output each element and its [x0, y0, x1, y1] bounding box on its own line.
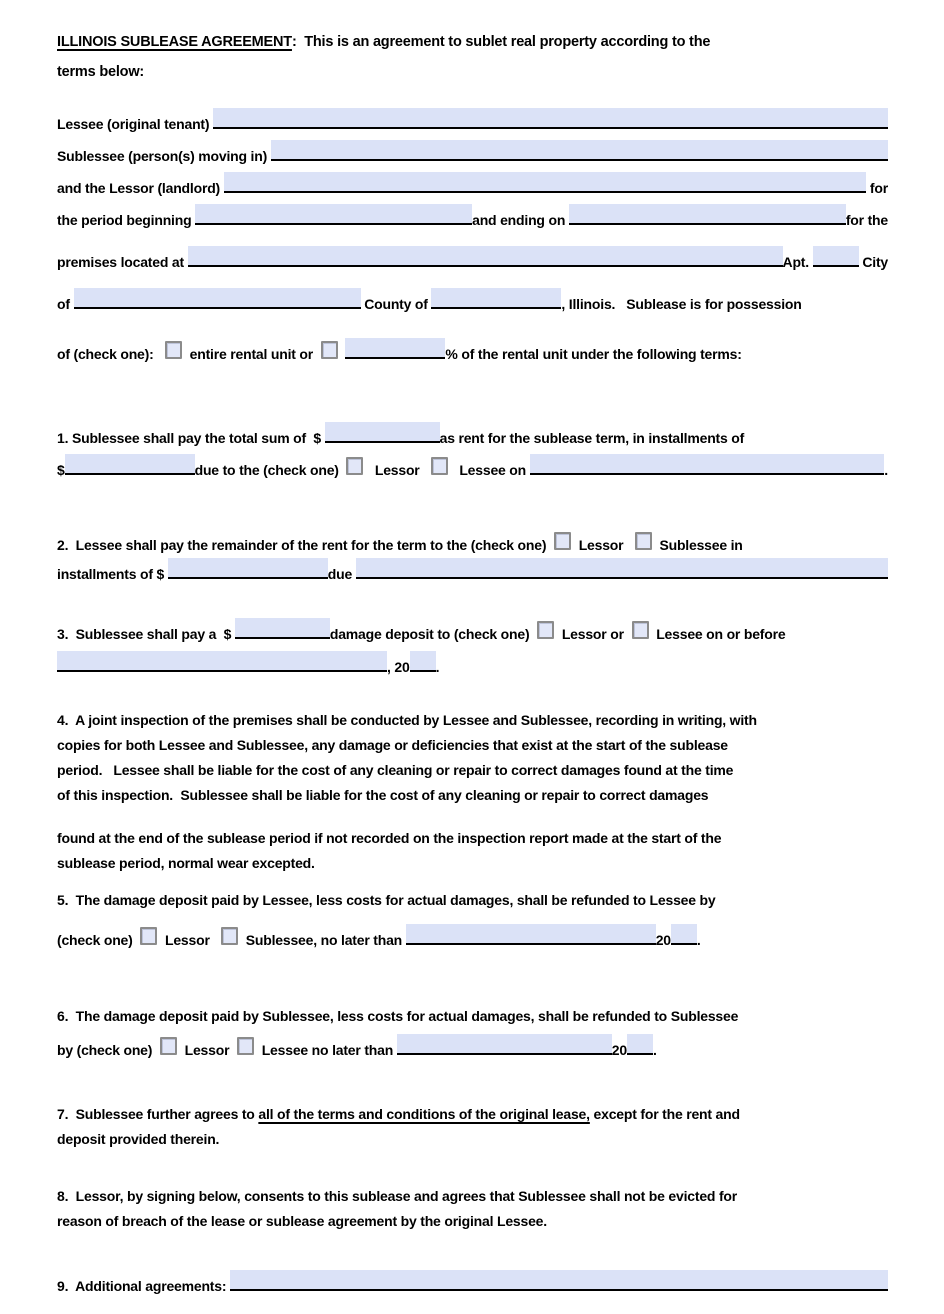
text-run: .: [652, 1042, 657, 1058]
checkbox-deposit-to-lessee[interactable]: [632, 621, 649, 639]
field-sublessee-name[interactable]: [271, 140, 888, 161]
form-line: [57, 558, 888, 590]
checkbox-sublessee-refund-by-lessee[interactable]: [237, 1037, 254, 1055]
form-line: [57, 532, 888, 558]
text-run: 4. A joint inspection of the premises shall be conducted by Lessee and Sublessee, recording in writing, with: [57, 712, 757, 728]
text-run: .: [435, 659, 440, 675]
section-parties: [57, 108, 888, 370]
form-line: [57, 246, 888, 278]
section-item-9: [57, 1270, 888, 1304]
text-run: Lessor: [367, 462, 427, 478]
field-apartment-number[interactable]: [813, 246, 859, 267]
text-run: the period beginning: [57, 212, 196, 228]
sublease-agreement-form: [57, 34, 888, 1304]
text-run: .: [884, 462, 888, 478]
field-additional-agreements[interactable]: [230, 1270, 888, 1291]
section-item-7: [57, 1106, 888, 1156]
text-run: damage deposit to (check one): [329, 626, 534, 642]
checkbox-deposit-to-lessor[interactable]: [537, 621, 554, 639]
underlined-text: ILLINOIS SUBLEASE AGREEMENT: [57, 34, 292, 50]
checkbox-remainder-to-lessor[interactable]: [554, 532, 571, 550]
form-line: [57, 1270, 888, 1304]
form-line: [57, 454, 888, 486]
text-run: .: [696, 932, 701, 948]
form-line: [57, 108, 888, 140]
form-line: [57, 204, 888, 236]
checkbox-remainder-to-sublessee[interactable]: [635, 532, 652, 550]
field-deposit-due-year[interactable]: [410, 651, 436, 672]
field-remainder-due-date[interactable]: [356, 558, 888, 579]
section-item-3: [57, 618, 888, 684]
field-lessee-refund-year[interactable]: [671, 924, 697, 945]
text-run: Sublessee, no later than: [242, 932, 406, 948]
text-run: reason of breach of the lease or sublease agreement by the original Lessee.: [57, 1213, 547, 1229]
checkbox-rent-due-to-lessor[interactable]: [346, 457, 363, 475]
form-line: [57, 288, 888, 320]
section-item-2: [57, 532, 888, 590]
form-line: [57, 422, 888, 454]
field-period-start-date[interactable]: [195, 204, 472, 225]
form-line: [57, 712, 888, 737]
checkbox-partial-rental-unit[interactable]: [321, 341, 338, 359]
text-run: sublease period, normal wear excepted.: [57, 855, 315, 871]
field-lessee-name[interactable]: [213, 108, 888, 129]
text-run: 2. Lessee shall pay the remainder of the rent for the term to the (check one): [57, 537, 550, 553]
text-run: installments of $: [57, 566, 168, 582]
form-line: [57, 651, 888, 684]
form-line: [57, 830, 888, 855]
text-run: Lessee on: [451, 462, 530, 478]
field-lessee-refund-date[interactable]: [406, 924, 656, 945]
field-sublessee-refund-date[interactable]: [397, 1034, 612, 1055]
text-run: premises located at: [57, 254, 188, 270]
text-run: for the: [845, 212, 888, 228]
section-item-8: [57, 1188, 888, 1238]
text-run: due: [327, 566, 356, 582]
checkbox-rent-due-to-lessee[interactable]: [431, 457, 448, 475]
field-premises-address[interactable]: [188, 246, 783, 267]
text-run: deposit provided therein.: [57, 1131, 220, 1147]
text-run: 7. Sublessee further agrees to: [57, 1106, 259, 1122]
form-line: [57, 1213, 888, 1238]
text-run: of: [57, 296, 74, 312]
form-line: [57, 1106, 888, 1131]
underlined-text: all of the terms and conditions of the original lease,: [258, 1106, 590, 1122]
text-run: copies for both Lessee and Sublessee, any damage or deficiencies that exist at the start of the sublease: [57, 737, 728, 753]
text-run: , 20: [387, 659, 410, 675]
text-run: 3. Sublessee shall pay a $: [57, 626, 235, 642]
checkbox-refund-by-sublessee[interactable]: [221, 927, 238, 945]
form-line: [57, 64, 888, 94]
field-installment-due-date[interactable]: [530, 454, 885, 475]
form-line: [57, 1034, 888, 1066]
text-run: County of: [360, 296, 432, 312]
field-remainder-installment-amount[interactable]: [168, 558, 328, 579]
field-county[interactable]: [431, 288, 561, 309]
text-run: Apt.: [782, 254, 813, 270]
text-run: (check one): [57, 932, 137, 948]
section-title: [57, 34, 888, 94]
form-line: [57, 338, 888, 370]
text-run: 1. Sublessee shall pay the total sum of $: [57, 430, 325, 446]
field-installment-amount[interactable]: [65, 454, 195, 475]
text-run: Lessee no later than: [258, 1042, 397, 1058]
text-run: 9. Additional agreements:: [57, 1278, 231, 1294]
form-line: [57, 618, 888, 651]
section-item-5: [57, 892, 888, 962]
text-run: City: [858, 254, 888, 270]
text-run: of (check one):: [57, 346, 161, 362]
text-run: by (check one): [57, 1042, 156, 1058]
text-run: Lessee (original tenant): [57, 116, 214, 132]
form-line: [57, 787, 888, 812]
form-line: [57, 1188, 888, 1213]
checkbox-sublessee-refund-by-lessor[interactable]: [160, 1037, 177, 1055]
field-deposit-due-date[interactable]: [57, 651, 387, 672]
text-run: 8. Lessor, by signing below, consents to this sublease and agrees that Sublessee shall not be evicted for: [57, 1188, 738, 1204]
text-run: % of the rental unit under the following terms:: [445, 346, 742, 362]
text-run: for: [866, 180, 888, 196]
text-run: Lessor: [180, 1042, 234, 1058]
section-item-4: [57, 712, 888, 880]
text-run: 6. The damage deposit paid by Sublessee, less costs for actual damages, shall be refunded to Sublessee: [57, 1008, 739, 1024]
text-run: Lessor: [161, 932, 218, 948]
text-run: Lessor: [575, 537, 631, 553]
field-total-rent-sum[interactable]: [325, 422, 440, 443]
text-run: 20: [655, 932, 671, 948]
field-rental-unit-percentage[interactable]: [345, 338, 445, 359]
text-run: due to the (check one): [194, 462, 343, 478]
field-period-end-date[interactable]: [569, 204, 846, 225]
text-run: Lessor or: [558, 626, 628, 642]
form-line: [57, 737, 888, 762]
text-run: found at the end of the sublease period if not recorded on the inspection report made at the start of the: [57, 830, 722, 846]
text-run: Sublessee in: [655, 537, 743, 553]
text-run: Sublessee (person(s) moving in): [57, 148, 271, 164]
form-line: [57, 172, 888, 204]
field-sublessee-refund-year[interactable]: [627, 1034, 653, 1055]
text-run: entire rental unit or: [185, 346, 317, 362]
checkbox-refund-by-lessor[interactable]: [140, 927, 157, 945]
form-line: [57, 892, 888, 918]
text-run: and the Lessor (landlord): [57, 180, 224, 196]
text-run: and ending on: [472, 212, 569, 228]
form-line: [57, 1131, 888, 1156]
field-lessor-name[interactable]: [224, 172, 867, 193]
form-line: [57, 924, 888, 962]
text-run: 20: [611, 1042, 627, 1058]
text-run: 5. The damage deposit paid by Lessee, less costs for actual damages, shall be refunded to Lessee by: [57, 892, 716, 908]
text-run: $: [57, 462, 65, 478]
form-line: [57, 34, 888, 64]
field-damage-deposit-amount[interactable]: [235, 618, 330, 639]
text-run: except for the rent and: [589, 1106, 740, 1122]
text-run: , Illinois. Sublease is for possession: [561, 296, 802, 312]
section-item-6: [57, 1008, 888, 1066]
text-run: Lessee on or before: [652, 626, 786, 642]
form-line: [57, 1008, 888, 1034]
text-run: period. Lessee shall be liable for the cost of any cleaning or repair to correct damages found at the time: [57, 762, 734, 778]
form-line: [57, 140, 888, 172]
text-run: as rent for the sublease term, in installments of: [439, 430, 745, 446]
text-run: of this inspection. Sublessee shall be liable for the cost of any cleaning or repair to correct damages: [57, 787, 709, 803]
form-line: [57, 855, 888, 880]
field-city[interactable]: [74, 288, 361, 309]
text-run: : This is an agreement to sublet real property according to the: [291, 34, 711, 50]
section-item-1: [57, 422, 888, 486]
form-line: [57, 762, 888, 787]
text-run: terms below:: [57, 64, 145, 80]
checkbox-entire-rental-unit[interactable]: [165, 341, 182, 359]
